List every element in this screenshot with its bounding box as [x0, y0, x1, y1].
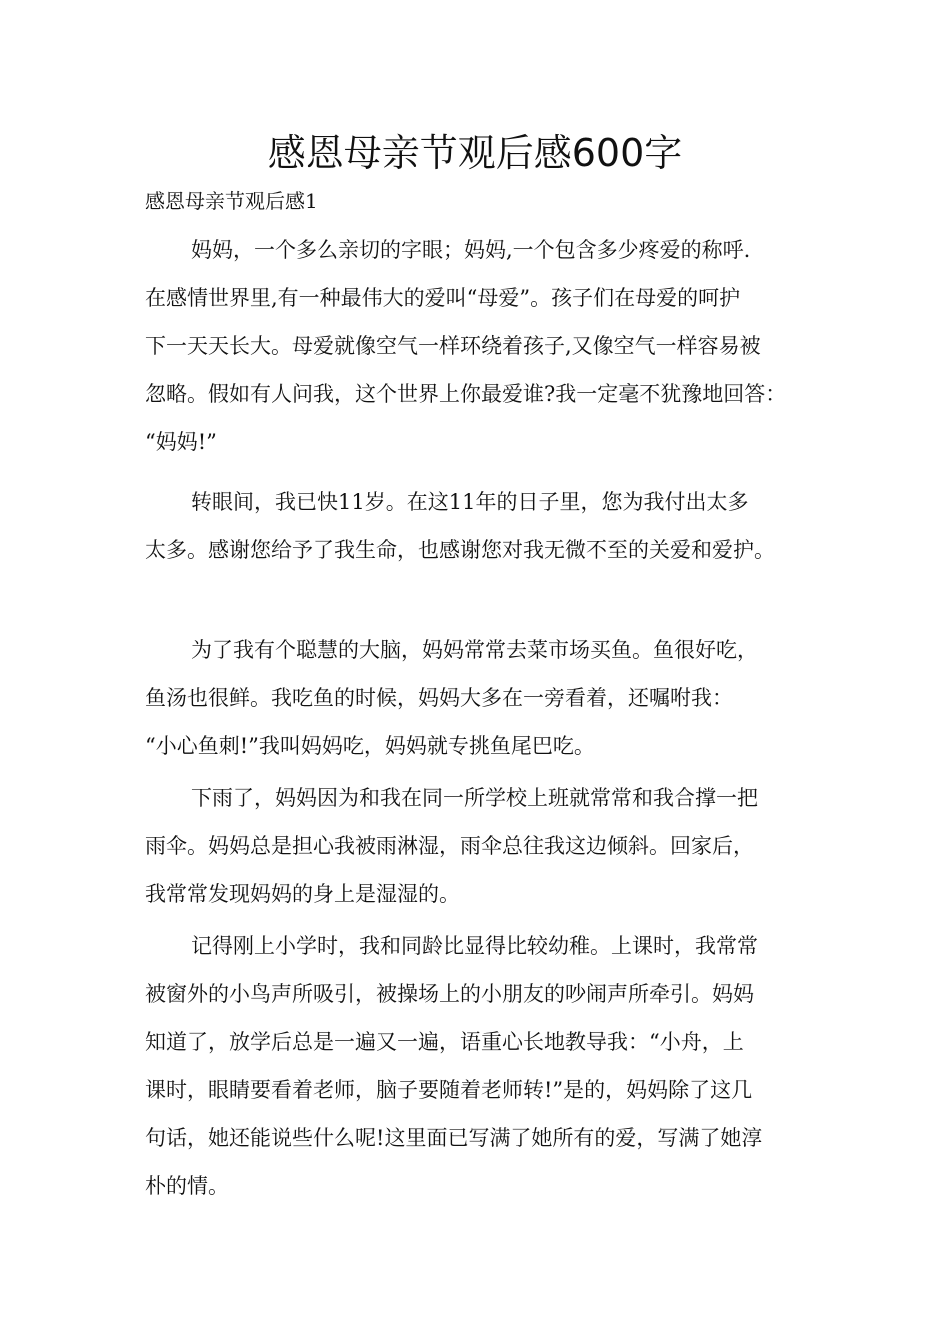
text-line: 被窗外的小鸟声所吸引，被操场上的小朋友的吵闹声所牵引。妈妈 [145, 982, 754, 1006]
text-line: 下一天天长大。母爱就像空气一样环绕着孩子,又像空气一样容易被 [145, 334, 761, 358]
document-title: 感恩母亲节观后感600字 [267, 131, 683, 175]
text-line: 记得刚上小学时，我和同龄比显得比较幼稚。上课时，我常常 [191, 934, 758, 958]
text-line: 课时，眼睛要看着老师，脑子要随着老师转!”是的，妈妈除了这几 [145, 1078, 753, 1102]
text-line: 朴的情。 [145, 1174, 229, 1198]
paragraph-5 [145, 922, 813, 1210]
text-line: 妈妈，一个多么亲切的字眼；妈妈,一个包含多少疼爱的称呼. [191, 238, 751, 262]
text-line: 鱼汤也很鲜。我吃鱼的时候，妈妈大多在一旁看着，还嘱咐我： [145, 686, 733, 710]
paragraph-2 [145, 478, 813, 574]
paragraph-4 [145, 774, 813, 918]
paragraph-1 [145, 226, 813, 466]
text-line: “小心鱼刺!”我叫妈妈吃，妈妈就专挑鱼尾巴吃。 [145, 734, 595, 758]
text-line: 为了我有个聪慧的大脑，妈妈常常去菜市场买鱼。鱼很好吃， [191, 638, 758, 662]
text-line: 太多。感谢您给予了我生命，也感谢您对我无微不至的关爱和爱护。 [145, 538, 775, 562]
text-line: 句话，她还能说些什么呢!这里面已写满了她所有的爱，写满了她淳 [145, 1126, 763, 1150]
text-line: 转眼间，我已快11岁。在这11年的日子里，您为我付出太多 [191, 490, 749, 514]
text-line: 知道了，放学后总是一遍又一遍，语重心长地教导我：“小舟，上 [145, 1030, 744, 1054]
text-line: 下雨了，妈妈因为和我在同一所学校上班就常常和我合撑一把 [191, 786, 758, 810]
paragraph-3 [145, 626, 813, 770]
text-line: 在感情世界里,有一种最伟大的爱叫“母爱”。孩子们在母爱的呵护 [145, 286, 741, 310]
text-line: 我常常发现妈妈的身上是湿湿的。 [145, 882, 460, 906]
text-line: 雨伞。妈妈总是担心我被雨淋湿，雨伞总往我这边倾斜。回家后， [145, 834, 754, 858]
text-line: 忽略。假如有人问我，这个世界上你最爱谁?我一定毫不犹豫地回答： [145, 382, 787, 406]
document-subtitle: 感恩母亲节观后感1 [145, 189, 318, 213]
text-line: “妈妈!” [145, 430, 217, 454]
